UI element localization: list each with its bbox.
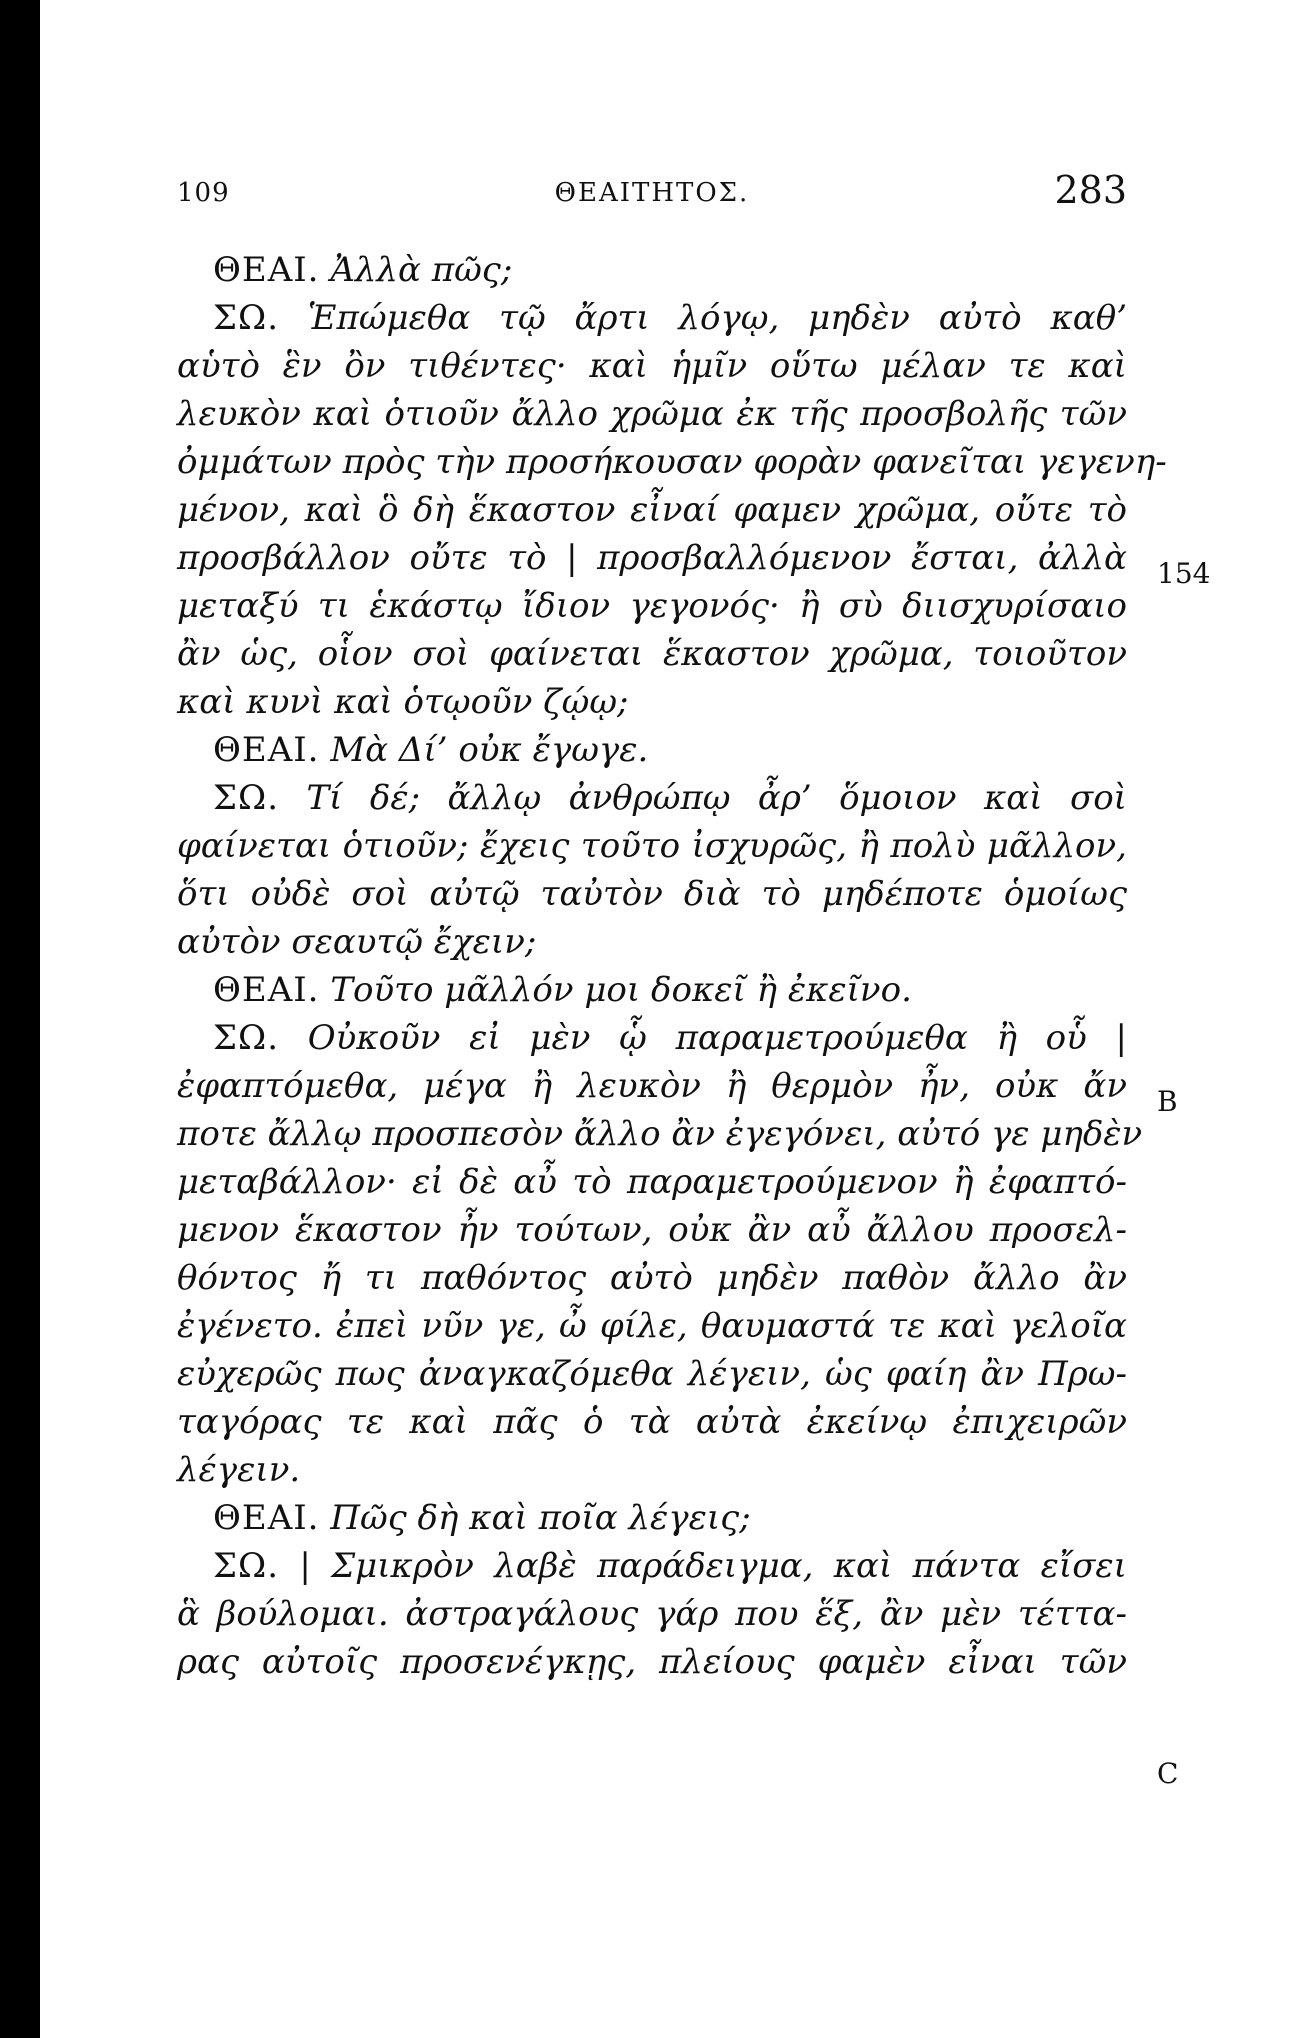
speaker-label: ΣΩ. [213,778,280,818]
text-line [177,1638,1127,1686]
text-line [177,678,1127,726]
line-text: αὐτὸν σεαυτῷ ἔχειν; [177,922,537,962]
text-line [177,966,1127,1014]
line-text: φαίνεται ὁτιοῦν; ἔχεις τοῦτο ἰσχυρῶς, ἢ πολὺ μᾶλλον, [177,826,1127,866]
text-line [177,246,1127,294]
line-text: εὐχερῶς πως ἀναγκαζόμεθα λέγειν, ὡς φαίη ἂν Πρω- [177,1354,1127,1394]
line-text: αὑτὸ ἓν ὂν τιθέντες· καὶ ἡμῖν οὕτω μέλαν τε καὶ [177,346,1127,386]
line-text: ἃ βούλομαι. ἀστραγάλους γάρ που ἕξ, ἂν μὲν τέττα- [177,1594,1127,1634]
text-line [177,630,1127,678]
line-text: Πῶς δὴ καὶ ποῖα λέγεις; [330,1498,751,1538]
line-text: θόντος ἤ τι παθόντος αὐτὸ μηδὲν παθὸν ἄλλο ἂν [177,1258,1127,1298]
line-text: Ἑπώμεθα τῷ ἄρτι λόγῳ, μηδὲν αὐτὸ καθ’ [307,298,1128,338]
line-text: Μὰ Δί’ οὐκ ἔγωγε. [330,730,649,770]
line-text: μεταβάλλον· εἰ δὲ αὖ τὸ παραμετρούμενον ἢ ἐφαπτό- [177,1162,1127,1202]
speaker-label: ΘΕΑΙ. [213,730,320,770]
speaker-label: ΘΕΑΙ. [213,970,320,1010]
text-line [177,1350,1127,1398]
scan-edge [0,0,40,2038]
page-number: 283 [1054,168,1127,212]
line-text: μένον, καὶ ὃ δὴ ἕκαστον εἶναί φαμεν χρῶμα, οὔτε τὸ [177,490,1127,530]
line-text: ρας αὐτοῖς προσενέγκῃς, πλείους φαμὲν εἶναι τῶν [177,1642,1127,1682]
section-number: 109 [177,178,230,208]
text-line [177,1398,1127,1446]
line-text: | Σμικρὸν λαβὲ παράδειγμα, καὶ πάντα εἴσει [299,1546,1128,1586]
text-line [177,438,1167,486]
text-line [177,1014,1127,1062]
line-text: Οὐκοῦν εἰ μὲν ᾧ παραμετρούμεθα ἢ οὗ | [307,1018,1127,1058]
line-text: προσβάλλον οὔτε τὸ | προσβαλλόμενον ἔσται, ἀλλὰ [177,538,1127,578]
text-line [177,1206,1127,1254]
text-line [177,390,1127,438]
speaker-label: ΣΩ. [213,1546,280,1586]
text-line [177,870,1127,918]
text-line [177,918,1127,966]
speaker-label: ΣΩ. [213,1018,280,1058]
line-text: Ἀλλὰ πῶς; [330,250,513,290]
text-line [177,1254,1127,1302]
line-text: Τοῦτο μᾶλλόν μοι δοκεῖ ἢ ἐκεῖνο. [330,970,912,1010]
text-line [177,1542,1127,1590]
running-header [177,168,1127,228]
text-line [177,582,1127,630]
line-text: καὶ κυνὶ καὶ ὁτῳοῦν ζῴῳ; [177,682,629,722]
text-line [177,726,1127,774]
line-text: μενον ἕκαστον ἦν τούτων, οὐκ ἂν αὖ ἄλλου προσελ- [177,1210,1127,1250]
text-line [177,1062,1127,1110]
line-text: ποτε ἄλλῳ προσπεσὸν ἄλλο ἂν ἐγεγόνει, αὐτό γε μηδὲν [177,1114,1143,1154]
margin-note-154: 154 [1157,557,1211,590]
text-line [177,1158,1127,1206]
margin-note-c: C [1157,1757,1179,1790]
running-title: ΘΕΑΙΤΗΤΟΣ. [554,178,750,208]
line-text: Τί δέ; ἄλλῳ ἀνθρώπῳ ἆρ’ ὅμοιον καὶ σοὶ [306,778,1127,818]
line-text: ὅτι οὐδὲ σοὶ αὐτῷ ταὐτὸν διὰ τὸ μηδέποτε ὁμοίως [177,874,1127,914]
line-text: ἐφαπτόμεθα, μέγα ἢ λευκὸν ἢ θερμὸν ἦν, οὐκ ἄν [177,1066,1127,1106]
text-line [177,774,1127,822]
text-line [177,486,1127,534]
line-text: ἂν ὡς, οἷον σοὶ φαίνεται ἕκαστον χρῶμα, τοιοῦτον [177,634,1127,674]
text-line [177,534,1127,582]
line-text: λευκὸν καὶ ὁτιοῦν ἄλλο χρῶμα ἐκ τῆς προσβολῆς τῶν [177,394,1127,434]
text-line [177,1110,1143,1158]
text-line [177,1494,1127,1542]
text-line [177,342,1127,390]
line-text: μεταξύ τι ἑκάστῳ ἴδιον γεγονός· ἢ σὺ διισχυρίσαιο [177,586,1127,626]
speaker-label: ΘΕΑΙ. [213,250,320,290]
speaker-label: ΣΩ. [213,298,280,338]
text-line [177,1590,1127,1638]
book-page [40,0,1314,2038]
line-text: λέγειν. [177,1450,301,1490]
text-line [177,294,1127,342]
text-line [177,1302,1127,1350]
speaker-label: ΘΕΑΙ. [213,1498,320,1538]
line-text: ταγόρας τε καὶ πᾶς ὁ τὰ αὐτὰ ἐκείνῳ ἐπιχειρῶν [177,1402,1127,1442]
text-line [177,1446,1127,1494]
text-line [177,822,1127,870]
margin-note-b: B [1157,1085,1178,1118]
line-text: ὀμμάτων πρὸς τὴν προσήκουσαν φορὰν φανεῖται γεγενη- [177,442,1167,482]
line-text: ἐγένετο. ἐπεὶ νῦν γε, ὦ φίλε, θαυμαστά τε καὶ γελοῖα [177,1306,1127,1346]
